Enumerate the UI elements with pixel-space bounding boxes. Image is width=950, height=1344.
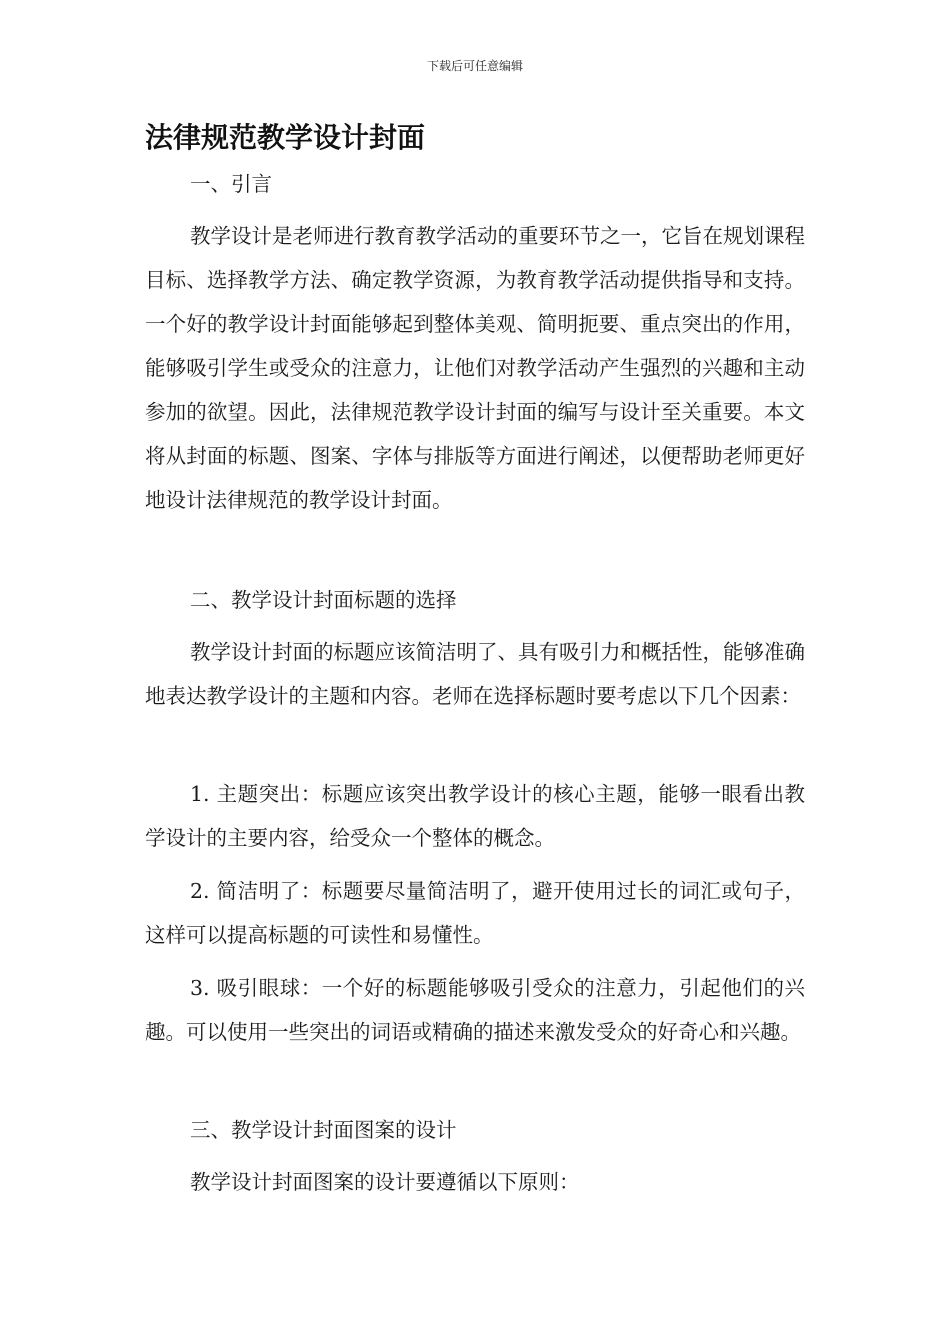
document-title: 法律规范教学设计封面 — [145, 121, 426, 154]
header-note: 下载后可任意编辑 — [426, 59, 523, 73]
section-heading-title-choice: 二、教学设计封面标题的选择 — [190, 588, 457, 612]
section-heading-pattern: 三、教学设计封面图案的设计 — [190, 1118, 457, 1142]
list-item-3: 3. 吸引眼球：一个好的标题能够吸引受众的注意力，引起他们的兴趣。可以使用一些突出的词语或精确的描述来激发受众的好奇心和兴趣。 — [145, 976, 805, 1044]
section-heading-intro: 一、引言 — [190, 172, 272, 196]
paragraph-title-choice: 教学设计封面的标题应该简洁明了、具有吸引力和概括性，能够准确地表达教学设计的主题和内容。老师在选择标题时要考虑以下几个因素： — [145, 640, 805, 708]
list-item-1: 1. 主题突出：标题应该突出教学设计的核心主题，能够一眼看出教学设计的主要内容，给受众一个整体的概念。 — [145, 782, 805, 850]
paragraph-intro: 教学设计是老师进行教育教学活动的重要环节之一，它旨在规划课程目标、选择教学方法、确定教学资源，为教育教学活动提供指导和支持。一个好的教学设计封面能够起到整体美观、简明扼要、重点突出的作用，能够吸引学生或受众的注意力，让他们对教学活动产生强烈的兴趣和主动参加的欲望。因此，法律规范教学设计封面的编写与设计至关重要。本文将从封面的标题、图案、字体与排版等方面进行阐述，以便帮助老师更好地设计法律规范的教学设计封面。 — [145, 224, 805, 512]
list-item-2: 2. 简洁明了：标题要尽量简洁明了，避开使用过长的词汇或句子，这样可以提高标题的可读性和易懂性。 — [145, 879, 805, 947]
paragraph-pattern: 教学设计封面图案的设计要遵循以下原则： — [190, 1170, 580, 1194]
